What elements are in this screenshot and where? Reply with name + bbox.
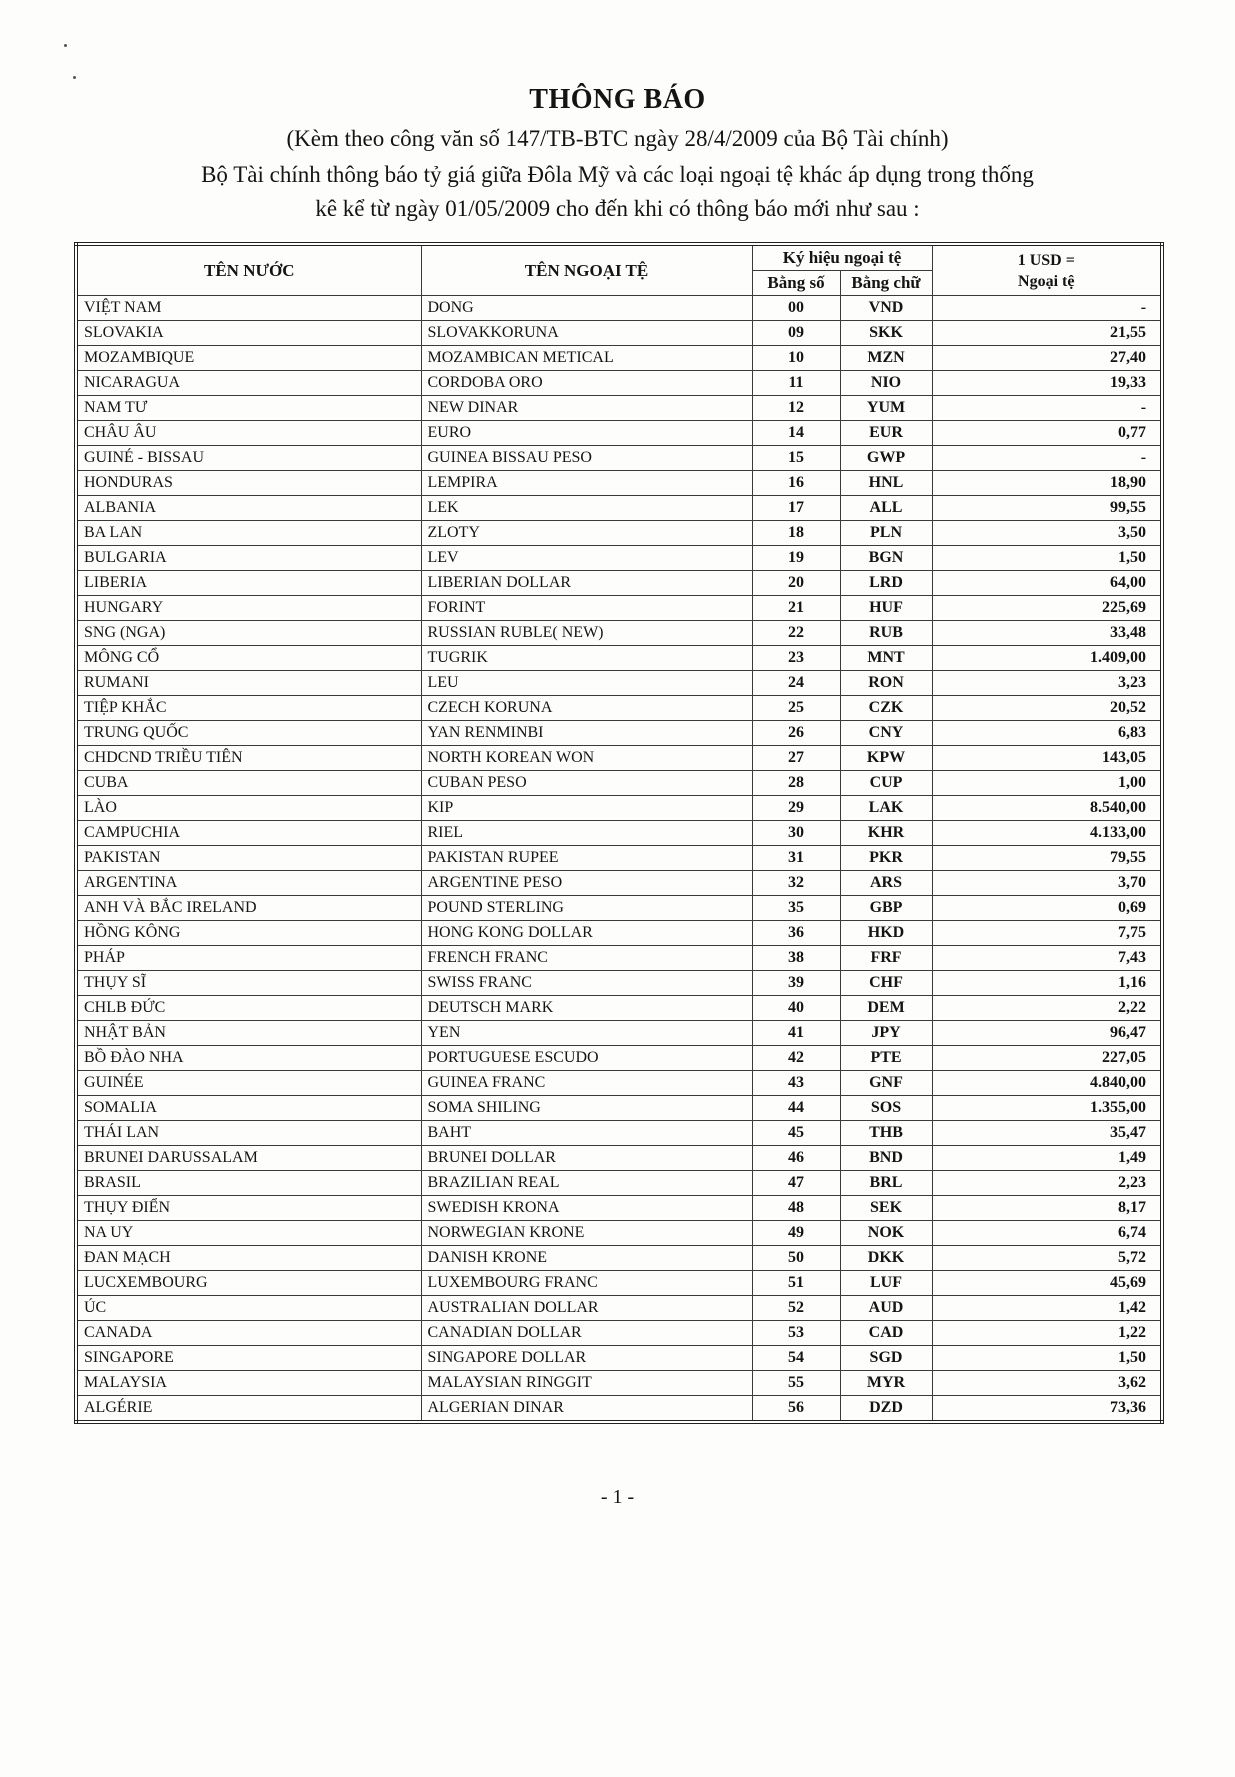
code-number-cell: 40 (752, 996, 840, 1021)
currency-cell: RUSSIAN RUBLE( NEW) (421, 621, 752, 646)
currency-cell: LEMPIRA (421, 471, 752, 496)
code-number-cell: 31 (752, 846, 840, 871)
code-letter-cell: ALL (840, 496, 932, 521)
country-cell: MOZAMBIQUE (76, 346, 421, 371)
code-number-cell: 17 (752, 496, 840, 521)
table-row (76, 1096, 1162, 1121)
code-letter-cell: PLN (840, 521, 932, 546)
currency-cell: EURO (421, 421, 752, 446)
currency-cell: POUND STERLING (421, 896, 752, 921)
rate-cell: 0,77 (932, 421, 1162, 446)
rate-cell: - (932, 396, 1162, 421)
page-title: THÔNG BÁO (529, 84, 706, 115)
rate-cell: 96,47 (932, 1021, 1162, 1046)
code-letter-cell: HUF (840, 596, 932, 621)
rate-cell: 6,74 (932, 1221, 1162, 1246)
code-letter-cell: PKR (840, 846, 932, 871)
code-number-cell: 23 (752, 646, 840, 671)
currency-cell: BAHT (421, 1121, 752, 1146)
code-number-cell: 25 (752, 696, 840, 721)
currency-cell: PAKISTAN RUPEE (421, 846, 752, 871)
code-number-cell: 41 (752, 1021, 840, 1046)
table-row (76, 646, 1162, 671)
code-number-cell: 32 (752, 871, 840, 896)
rate-cell: 45,69 (932, 1271, 1162, 1296)
country-cell: ĐAN MẠCH (76, 1246, 421, 1271)
code-number-cell: 50 (752, 1246, 840, 1271)
currency-cell: NEW DINAR (421, 396, 752, 421)
currency-cell: BRAZILIAN REAL (421, 1171, 752, 1196)
table-row (76, 1046, 1162, 1071)
code-number-cell: 49 (752, 1221, 840, 1246)
currency-cell: YAN RENMINBI (421, 721, 752, 746)
code-letter-cell: AUD (840, 1296, 932, 1321)
rate-cell: 2,22 (932, 996, 1162, 1021)
code-number-cell: 55 (752, 1371, 840, 1396)
rate-cell: 143,05 (932, 746, 1162, 771)
code-number-cell: 39 (752, 971, 840, 996)
country-cell: ÚC (76, 1296, 421, 1321)
document-subtitle: (Kèm theo công văn số 147/TB-BTC ngày 28/4/2009 của Bộ Tài chính) (286, 126, 949, 151)
country-cell: ARGENTINA (76, 871, 421, 896)
table-row (76, 771, 1162, 796)
code-number-cell: 10 (752, 346, 840, 371)
code-letter-cell: YUM (840, 396, 932, 421)
code-number-cell: 21 (752, 596, 840, 621)
country-cell: GUINÉE (76, 1071, 421, 1096)
table-row (76, 1021, 1162, 1046)
table-row (76, 1296, 1162, 1321)
header-alpha-code: Bằng chữ (840, 271, 932, 296)
rate-cell: 1,49 (932, 1146, 1162, 1171)
currency-cell: AUSTRALIAN DOLLAR (421, 1296, 752, 1321)
code-number-cell: 47 (752, 1171, 840, 1196)
country-cell: BỒ ĐÀO NHA (76, 1046, 421, 1071)
code-number-cell: 09 (752, 321, 840, 346)
rate-cell: 2,23 (932, 1171, 1162, 1196)
rate-cell: - (932, 296, 1162, 321)
rate-cell: 33,48 (932, 621, 1162, 646)
country-cell: HỒNG KÔNG (76, 921, 421, 946)
country-cell: BRUNEI DARUSSALAM (76, 1146, 421, 1171)
table-row (76, 1246, 1162, 1271)
table-row (76, 1346, 1162, 1371)
currency-cell: LUXEMBOURG FRANC (421, 1271, 752, 1296)
rate-cell: 21,55 (932, 321, 1162, 346)
table-row (76, 696, 1162, 721)
currency-cell: DONG (421, 296, 752, 321)
code-letter-cell: RUB (840, 621, 932, 646)
code-number-cell: 28 (752, 771, 840, 796)
code-letter-cell: CHF (840, 971, 932, 996)
code-number-cell: 00 (752, 296, 840, 321)
table-row (76, 846, 1162, 871)
country-cell: GUINÉ - BISSAU (76, 446, 421, 471)
code-letter-cell: SKK (840, 321, 932, 346)
body-line-2: kê kể từ ngày 01/05/2009 cho đến khi có thông báo mới như sau : (315, 196, 920, 221)
rates-table-body (76, 296, 1162, 1423)
code-number-cell: 44 (752, 1096, 840, 1121)
country-cell: SNG (NGA) (76, 621, 421, 646)
table-row (76, 1196, 1162, 1221)
rate-cell: 227,05 (932, 1046, 1162, 1071)
code-number-cell: 18 (752, 521, 840, 546)
code-number-cell: 42 (752, 1046, 840, 1071)
table-row (76, 371, 1162, 396)
rate-cell: 1,50 (932, 546, 1162, 571)
header-row-1 (76, 244, 1162, 271)
code-letter-cell: ARS (840, 871, 932, 896)
header-currency: TÊN NGOẠI TỆ (421, 244, 752, 296)
table-row (76, 1321, 1162, 1346)
rate-cell: 5,72 (932, 1246, 1162, 1271)
table-row (76, 621, 1162, 646)
country-cell: NAM TƯ (76, 396, 421, 421)
code-number-cell: 53 (752, 1321, 840, 1346)
code-letter-cell: KPW (840, 746, 932, 771)
country-cell: HUNGARY (76, 596, 421, 621)
country-cell: SLOVAKIA (76, 321, 421, 346)
document-body-text (88, 158, 1148, 226)
country-cell: BULGARIA (76, 546, 421, 571)
table-row (76, 671, 1162, 696)
currency-cell: GUINEA BISSAU PESO (421, 446, 752, 471)
code-letter-cell: GWP (840, 446, 932, 471)
code-letter-cell: VND (840, 296, 932, 321)
rate-cell: 1,42 (932, 1296, 1162, 1321)
rate-cell: 27,40 (932, 346, 1162, 371)
code-letter-cell: HNL (840, 471, 932, 496)
currency-cell: LEV (421, 546, 752, 571)
country-cell: SOMALIA (76, 1096, 421, 1121)
currency-cell: DANISH KRONE (421, 1246, 752, 1271)
country-cell: CANADA (76, 1321, 421, 1346)
code-letter-cell: FRF (840, 946, 932, 971)
body-line-1: Bộ Tài chính thông báo tỷ giá giữa Đôla Mỹ và các loại ngoại tệ khác áp dụng trong thống (201, 162, 1034, 187)
code-number-cell: 43 (752, 1071, 840, 1096)
table-row (76, 596, 1162, 621)
rate-cell: 0,69 (932, 896, 1162, 921)
rate-cell: 79,55 (932, 846, 1162, 871)
table-row (76, 921, 1162, 946)
country-cell: ANH VÀ BẮC IRELAND (76, 896, 421, 921)
code-number-cell: 48 (752, 1196, 840, 1221)
table-row (76, 996, 1162, 1021)
table-row (76, 1221, 1162, 1246)
code-number-cell: 12 (752, 396, 840, 421)
code-letter-cell: JPY (840, 1021, 932, 1046)
currency-cell: ARGENTINE PESO (421, 871, 752, 896)
country-cell: LUCXEMBOURG (76, 1271, 421, 1296)
currency-cell: NORWEGIAN KRONE (421, 1221, 752, 1246)
currency-cell: ZLOTY (421, 521, 752, 546)
currency-cell: MOZAMBICAN METICAL (421, 346, 752, 371)
table-row (76, 471, 1162, 496)
code-letter-cell: DKK (840, 1246, 932, 1271)
rate-cell: 8.540,00 (932, 796, 1162, 821)
code-number-cell: 14 (752, 421, 840, 446)
header-symbol-group: Ký hiệu ngoại tệ (752, 244, 932, 271)
scan-artifact-dot (73, 76, 76, 79)
code-letter-cell: LUF (840, 1271, 932, 1296)
table-row (76, 721, 1162, 746)
rate-cell: - (932, 446, 1162, 471)
scan-artifact-dot (64, 44, 67, 47)
table-row (76, 571, 1162, 596)
country-cell: LIBERIA (76, 571, 421, 596)
rate-cell: 35,47 (932, 1121, 1162, 1146)
table-row (76, 396, 1162, 421)
rate-cell: 3,50 (932, 521, 1162, 546)
table-row (76, 871, 1162, 896)
rate-cell: 73,36 (932, 1396, 1162, 1423)
rate-cell: 8,17 (932, 1196, 1162, 1221)
code-letter-cell: THB (840, 1121, 932, 1146)
currency-cell: CORDOBA ORO (421, 371, 752, 396)
code-number-cell: 35 (752, 896, 840, 921)
code-number-cell: 30 (752, 821, 840, 846)
table-row (76, 946, 1162, 971)
country-cell: MÔNG CỔ (76, 646, 421, 671)
header-rate-line-2: Ngoại tệ (1018, 272, 1075, 290)
code-number-cell: 45 (752, 1121, 840, 1146)
header-country: TÊN NƯỚC (76, 244, 421, 296)
currency-cell: SINGAPORE DOLLAR (421, 1346, 752, 1371)
rate-cell: 4.840,00 (932, 1071, 1162, 1096)
country-cell: PHÁP (76, 946, 421, 971)
code-number-cell: 22 (752, 621, 840, 646)
code-number-cell: 29 (752, 796, 840, 821)
rate-cell: 7,43 (932, 946, 1162, 971)
rate-cell: 3,62 (932, 1371, 1162, 1396)
code-letter-cell: CZK (840, 696, 932, 721)
currency-cell: HONG KONG DOLLAR (421, 921, 752, 946)
currency-cell: RIEL (421, 821, 752, 846)
currency-cell: FRENCH FRANC (421, 946, 752, 971)
code-letter-cell: HKD (840, 921, 932, 946)
table-row (76, 496, 1162, 521)
table-row (76, 821, 1162, 846)
rate-cell: 3,23 (932, 671, 1162, 696)
currency-cell: SWISS FRANC (421, 971, 752, 996)
code-letter-cell: CNY (840, 721, 932, 746)
table-row (76, 521, 1162, 546)
code-letter-cell: RON (840, 671, 932, 696)
country-cell: BRASIL (76, 1171, 421, 1196)
rate-cell: 1,50 (932, 1346, 1162, 1371)
rate-cell: 225,69 (932, 596, 1162, 621)
currency-cell: SWEDISH KRONA (421, 1196, 752, 1221)
header-rate (932, 244, 1162, 296)
table-row (76, 971, 1162, 996)
code-letter-cell: MZN (840, 346, 932, 371)
country-cell: CAMPUCHIA (76, 821, 421, 846)
country-cell: VIỆT NAM (76, 296, 421, 321)
currency-cell: LEK (421, 496, 752, 521)
table-row (76, 796, 1162, 821)
country-cell: NHẬT BẢN (76, 1021, 421, 1046)
rate-cell: 4.133,00 (932, 821, 1162, 846)
table-row (76, 1071, 1162, 1096)
code-letter-cell: CUP (840, 771, 932, 796)
table-row (76, 1171, 1162, 1196)
rate-cell: 1,16 (932, 971, 1162, 996)
country-cell: LÀO (76, 796, 421, 821)
code-letter-cell: GNF (840, 1071, 932, 1096)
country-cell: MALAYSIA (76, 1371, 421, 1396)
rate-cell: 1.355,00 (932, 1096, 1162, 1121)
country-cell: THỤY SĨ (76, 971, 421, 996)
rate-cell: 99,55 (932, 496, 1162, 521)
code-number-cell: 11 (752, 371, 840, 396)
rate-cell: 64,00 (932, 571, 1162, 596)
code-letter-cell: BRL (840, 1171, 932, 1196)
code-letter-cell: LRD (840, 571, 932, 596)
code-letter-cell: NIO (840, 371, 932, 396)
country-cell: NA UY (76, 1221, 421, 1246)
code-letter-cell: EUR (840, 421, 932, 446)
table-header (76, 244, 1162, 296)
code-letter-cell: PTE (840, 1046, 932, 1071)
exchange-rate-table (74, 242, 1164, 1424)
code-letter-cell: SOS (840, 1096, 932, 1121)
table-row (76, 1396, 1162, 1423)
table-row (76, 896, 1162, 921)
rate-cell: 18,90 (932, 471, 1162, 496)
rate-cell: 1,00 (932, 771, 1162, 796)
country-cell: SINGAPORE (76, 1346, 421, 1371)
rate-cell: 1,22 (932, 1321, 1162, 1346)
code-number-cell: 51 (752, 1271, 840, 1296)
currency-cell: CZECH KORUNA (421, 696, 752, 721)
currency-cell: TUGRIK (421, 646, 752, 671)
table-row (76, 746, 1162, 771)
code-number-cell: 24 (752, 671, 840, 696)
code-letter-cell: SGD (840, 1346, 932, 1371)
code-number-cell: 54 (752, 1346, 840, 1371)
code-letter-cell: SEK (840, 1196, 932, 1221)
country-cell: CHLB ĐỨC (76, 996, 421, 1021)
table-row (76, 1371, 1162, 1396)
table-row (76, 296, 1162, 321)
header-rate-line-1: 1 USD = (1017, 251, 1075, 269)
code-number-cell: 27 (752, 746, 840, 771)
table-row (76, 546, 1162, 571)
code-number-cell: 36 (752, 921, 840, 946)
rate-cell: 1.409,00 (932, 646, 1162, 671)
currency-cell: CANADIAN DOLLAR (421, 1321, 752, 1346)
country-cell: BA LAN (76, 521, 421, 546)
country-cell: HONDURAS (76, 471, 421, 496)
code-letter-cell: MNT (840, 646, 932, 671)
currency-cell: BRUNEI DOLLAR (421, 1146, 752, 1171)
code-number-cell: 38 (752, 946, 840, 971)
currency-cell: CUBAN PESO (421, 771, 752, 796)
currency-cell: MALAYSIAN RINGGIT (421, 1371, 752, 1396)
code-number-cell: 46 (752, 1146, 840, 1171)
currency-cell: ALGERIAN DINAR (421, 1396, 752, 1423)
currency-cell: FORINT (421, 596, 752, 621)
code-number-cell: 16 (752, 471, 840, 496)
code-letter-cell: CAD (840, 1321, 932, 1346)
code-number-cell: 20 (752, 571, 840, 596)
currency-cell: LEU (421, 671, 752, 696)
country-cell: THỤY ĐIỂN (76, 1196, 421, 1221)
country-cell: CHÂU ÂU (76, 421, 421, 446)
currency-cell: SLOVAKKORUNA (421, 321, 752, 346)
code-letter-cell: DEM (840, 996, 932, 1021)
code-letter-cell: MYR (840, 1371, 932, 1396)
country-cell: TRUNG QUỐC (76, 721, 421, 746)
country-cell: TIỆP KHẮC (76, 696, 421, 721)
code-number-cell: 52 (752, 1296, 840, 1321)
header-numeric-code: Bằng số (752, 271, 840, 296)
code-letter-cell: BGN (840, 546, 932, 571)
currency-cell: LIBERIAN DOLLAR (421, 571, 752, 596)
code-letter-cell: NOK (840, 1221, 932, 1246)
country-cell: PAKISTAN (76, 846, 421, 871)
table-row (76, 1271, 1162, 1296)
code-letter-cell: KHR (840, 821, 932, 846)
table-row (76, 421, 1162, 446)
table-row (76, 1146, 1162, 1171)
table-row (76, 1121, 1162, 1146)
country-cell: NICARAGUA (76, 371, 421, 396)
code-number-cell: 26 (752, 721, 840, 746)
country-cell: ALGÉRIE (76, 1396, 421, 1423)
country-cell: THÁI LAN (76, 1121, 421, 1146)
currency-cell: GUINEA FRANC (421, 1071, 752, 1096)
code-letter-cell: DZD (840, 1396, 932, 1423)
country-cell: CHDCND TRIỀU TIÊN (76, 746, 421, 771)
page-number: - 1 - (600, 1486, 635, 1508)
country-cell: CUBA (76, 771, 421, 796)
rate-cell: 20,52 (932, 696, 1162, 721)
table-row (76, 446, 1162, 471)
code-number-cell: 15 (752, 446, 840, 471)
currency-cell: PORTUGUESE ESCUDO (421, 1046, 752, 1071)
code-letter-cell: LAK (840, 796, 932, 821)
table-row (76, 346, 1162, 371)
code-letter-cell: GBP (840, 896, 932, 921)
code-letter-cell: BND (840, 1146, 932, 1171)
country-cell: ALBANIA (76, 496, 421, 521)
currency-cell: SOMA SHILING (421, 1096, 752, 1121)
table-row (76, 321, 1162, 346)
rate-cell: 3,70 (932, 871, 1162, 896)
currency-cell: YEN (421, 1021, 752, 1046)
currency-cell: NORTH KOREAN WON (421, 746, 752, 771)
code-number-cell: 56 (752, 1396, 840, 1423)
rate-cell: 19,33 (932, 371, 1162, 396)
rate-cell: 7,75 (932, 921, 1162, 946)
currency-cell: KIP (421, 796, 752, 821)
code-number-cell: 19 (752, 546, 840, 571)
country-cell: RUMANI (76, 671, 421, 696)
rate-cell: 6,83 (932, 721, 1162, 746)
currency-cell: DEUTSCH MARK (421, 996, 752, 1021)
